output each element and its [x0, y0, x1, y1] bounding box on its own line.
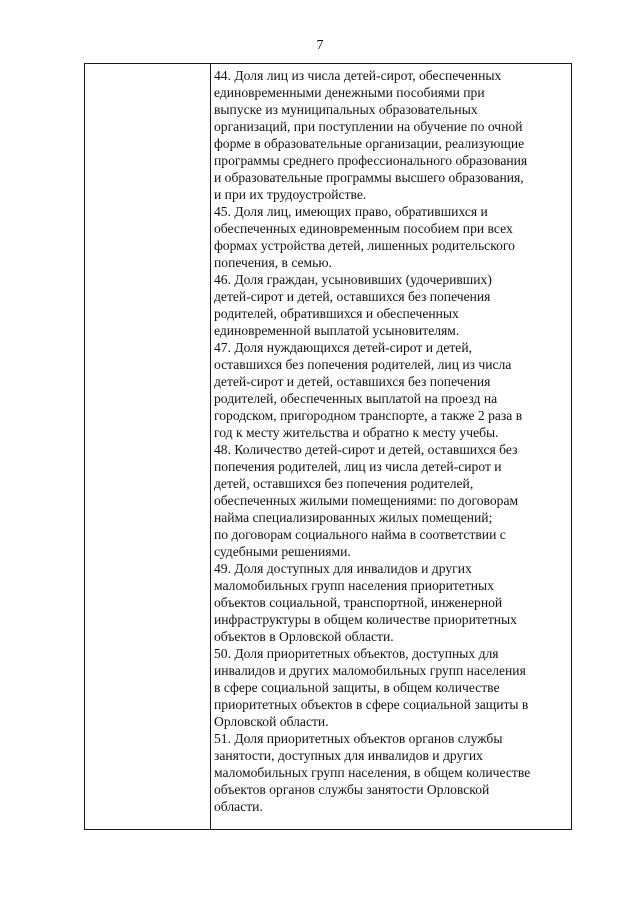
text-line: инфраструктуры в общем количестве приоритетных: [214, 612, 517, 627]
text-line: объектов органов службы занятости Орловской: [214, 782, 490, 797]
text-line: единовременной выплатой усыновителям.: [214, 323, 460, 338]
text-line: форме в образовательные организации, реализующие: [214, 136, 525, 151]
text-line: 49. Доля доступных для инвалидов и других: [214, 561, 472, 576]
text-line: и при их трудоустройстве.: [214, 187, 367, 202]
text-line: обеспеченных жилыми помещениями: по договорам: [214, 493, 519, 508]
table-left-cell: [85, 64, 210, 829]
text-line: детей-сирот и детей, оставшихся без попечения: [214, 374, 491, 389]
text-line: инвалидов и других маломобильных групп населения: [214, 663, 526, 678]
text-line: обеспеченных единовременным пособием при всех: [214, 221, 513, 236]
text-line: 45. Доля лиц, имеющих право, обратившихся и: [214, 204, 488, 219]
text-line: единовременными денежными пособиями при: [214, 85, 485, 100]
column-divider: [210, 64, 211, 829]
text-line: судебными решениями.: [214, 544, 351, 559]
text-line: в сфере социальной защиты, в общем количестве: [214, 680, 500, 695]
table-right-cell: [214, 67, 571, 815]
text-line: 44. Доля лиц из числа детей-сирот, обеспеченных: [214, 68, 502, 83]
text-line: занятости, доступных для инвалидов и других: [214, 748, 483, 763]
text-line: 47. Доля нуждающихся детей-сирот и детей,: [214, 340, 472, 355]
text-line: попечения родителей, лиц из числа детей-сирот и: [214, 459, 502, 474]
text-line: найма специализированных жилых помещений;: [214, 510, 493, 525]
text-line: детей, оставшихся без попечения родителей,: [214, 476, 474, 491]
text-line: программы среднего профессионального образования: [214, 153, 528, 168]
text-line: приоритетных объектов в сфере социальной защиты в: [214, 697, 529, 712]
text-line: по договорам социального найма в соответствии с: [214, 527, 506, 542]
text-line: детей-сирот и детей, оставшихся без попечения: [214, 289, 491, 304]
text-line: родителей, обратившихся и обеспеченных: [214, 306, 459, 321]
text-line: маломобильных групп населения приоритетных: [214, 578, 494, 593]
text-line: попечения, в семью.: [214, 255, 332, 270]
text-line: Орловской области.: [214, 714, 329, 729]
text-line: 46. Доля граждан, усыновивших (удочеривших): [214, 272, 492, 287]
text-line: маломобильных групп населения, в общем количестве: [214, 765, 531, 780]
page-number: 7: [316, 38, 324, 53]
text-line: объектов социальной, транспортной, инженерной: [214, 595, 503, 610]
text-line: 51. Доля приоритетных объектов органов службы: [214, 731, 503, 746]
text-line: родителей, обеспеченных выплатой на проезд на: [214, 391, 498, 406]
text-line: организаций, при поступлении на обучение по очной: [214, 119, 523, 134]
text-line: объектов в Орловской области.: [214, 629, 394, 644]
text-line: год к месту жительства и обратно к месту учебы.: [214, 425, 499, 440]
text-line: выпуске из муниципальных образовательных: [214, 102, 478, 117]
text-line: 48. Количество детей-сирот и детей, оставшихся без: [214, 442, 518, 457]
text-line: городском, пригородном транспорте, а также 2 раза в: [214, 408, 523, 423]
indicators-table: [84, 63, 572, 830]
text-line: и образовательные программы высшего образования,: [214, 170, 524, 185]
text-line: формах устройства детей, лишенных родительского: [214, 238, 515, 253]
text-line: области.: [214, 799, 263, 814]
text-line: 50. Доля приоритетных объектов, доступных для: [214, 646, 499, 661]
text-line: оставшихся без попечения родителей, лиц из числа: [214, 357, 512, 372]
